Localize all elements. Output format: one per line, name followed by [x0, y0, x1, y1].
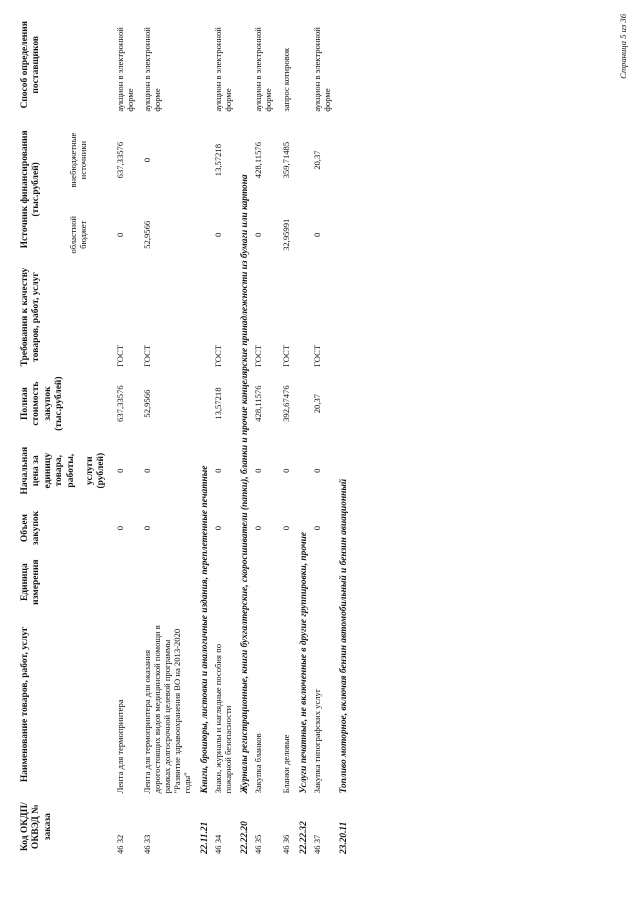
cell-method: аукцион в электронной форме: [114, 27, 135, 112]
table-row: [212, 15, 236, 857]
header-unit-price-2: услуги (рублей): [84, 452, 107, 489]
cell-name: Закупка бланков: [253, 733, 264, 794]
cell-method: запрос котировок: [280, 47, 291, 112]
cell-total: 392,67476: [280, 385, 291, 422]
cell-name: Закупка типографских услуг: [311, 688, 322, 794]
section-row: [294, 15, 311, 857]
cell-method: аукцион в электронной форме: [311, 27, 332, 112]
header-row: [18, 15, 66, 857]
cell-unit: [252, 552, 276, 613]
procurement-table: [18, 15, 351, 857]
cell-total: 52,9566: [142, 389, 153, 418]
section-code: 22.22.20: [240, 821, 251, 854]
header-code: Код ОКДП/ ОКВЭД № заказа: [20, 802, 53, 852]
cell-extra: 428,11576: [253, 142, 264, 179]
table-row: [137, 15, 194, 857]
cell-price: 0: [253, 468, 264, 473]
section-row: [235, 15, 252, 857]
cell-name: Лента для термопринтера для оказания дорогостоящих видов медицинской помощи в рамках долгосрочной целевой программы "Развитие здравоохранения ВО на 2013-2020 годы": [142, 625, 192, 794]
section-title: Книги, брошюры, листовки и аналогичные издания, переплетенные печатные: [199, 465, 210, 794]
section-code: 22.11.21: [199, 821, 210, 854]
cell-volume: 0: [142, 525, 153, 531]
header-source-regional: областной бюджет: [67, 215, 89, 254]
header-unit-price: [18, 437, 110, 504]
header-total: Полная стоимость закупок (тыс.рублей): [20, 376, 65, 431]
cell-method: аукцион в электронной форме: [253, 27, 274, 112]
table-row: [252, 15, 276, 857]
header-name: Наименование товаров, работ, услуг: [20, 626, 30, 783]
section-title: Услуги печатные, не включенные в другие группировки, прочие: [298, 531, 309, 794]
cell-req: ГОСТ: [311, 345, 322, 368]
page-number: Страница 5 из 36: [618, 14, 628, 79]
cell-unit: [110, 552, 138, 613]
cell-regional: 0: [212, 232, 223, 237]
section-title: Журналы регистрационные, книги бухгалтерские, скоросшиватели (папки), бланки и прочие канцелярские принадлежности из бумаги или картона: [240, 174, 251, 794]
section-title: Топливо моторное, включая бензин автомобильный и бензин авиационный: [339, 478, 350, 794]
cell-total: 13,57218: [212, 387, 223, 420]
cell-volume: 0: [311, 525, 322, 531]
table-row: [110, 15, 138, 857]
cell-volume: 0: [212, 525, 223, 531]
cell-req: ГОСТ: [253, 345, 264, 368]
cell-extra: 13,57218: [212, 143, 223, 177]
cell-regional: 0: [311, 232, 322, 237]
cell-volume: 0: [253, 525, 264, 531]
cell-name: Знаки, журналы и наглядные пособия по пожарной безопасности: [212, 643, 233, 794]
header-volume: Объем закупок: [20, 510, 42, 546]
cell-name: Бланки деловые: [280, 734, 291, 794]
header-requirements: Требования к качеству товаров, работ, услуг: [20, 267, 42, 367]
header-unit-price-1: Начальная цена за единицу товара, работы,: [20, 446, 76, 495]
section-row: [334, 15, 351, 857]
cell-price: 0: [142, 468, 153, 473]
cell-unit: [137, 552, 194, 613]
cell-unit: [212, 552, 236, 613]
cell-code: 46 36: [280, 834, 291, 854]
header-source-extra: внебюджетные источники: [67, 132, 89, 188]
header-method: Способ определения поставщиков: [20, 21, 42, 109]
table-row: [276, 15, 294, 857]
section-code: 22.22.32: [298, 821, 309, 854]
cell-method: аукцион в электронной форме: [142, 27, 163, 112]
cell-req: ГОСТ: [280, 345, 291, 368]
cell-code: 46 34: [212, 834, 223, 854]
cell-price: 0: [114, 468, 125, 473]
cell-method: аукцион в электронной форме: [212, 27, 233, 112]
table-row: [311, 15, 335, 857]
cell-code: 46 37: [311, 834, 322, 854]
cell-price: 0: [212, 468, 223, 473]
cell-volume: 0: [280, 525, 291, 531]
cell-extra: 0: [142, 157, 153, 163]
cell-req: ГОСТ: [114, 345, 125, 368]
cell-volume: 0: [114, 525, 125, 531]
cell-code: 46 32: [114, 834, 125, 854]
cell-total: 428,11576: [253, 385, 264, 422]
cell-code: 46 35: [253, 834, 264, 854]
cell-regional: 32,95991: [280, 218, 291, 251]
header-source: Источник финансирования (тыс.рублей): [20, 130, 42, 249]
cell-regional: 0: [253, 232, 264, 237]
cell-code: 46 33: [142, 834, 153, 854]
cell-extra: 20,37: [311, 150, 322, 170]
cell-unit: [311, 552, 335, 613]
section-row: [195, 15, 212, 857]
cell-req: ГОСТ: [212, 345, 223, 368]
cell-name: Лента для термопринтера: [114, 699, 125, 794]
section-code: 23.20.11: [339, 821, 350, 854]
cell-regional: 0: [114, 232, 125, 237]
cell-unit: [276, 552, 294, 613]
cell-extra: 359,71485: [280, 141, 291, 179]
cell-extra: 637,33576: [114, 141, 125, 179]
cell-req: ГОСТ: [142, 345, 153, 368]
cell-total: 20,37: [311, 393, 322, 414]
cell-regional: 52,9566: [142, 220, 153, 249]
header-unit: Единица измерения: [20, 559, 42, 605]
cell-price: 0: [311, 468, 322, 473]
cell-price: 0: [280, 468, 291, 473]
cell-total: 637,33576: [114, 385, 125, 422]
